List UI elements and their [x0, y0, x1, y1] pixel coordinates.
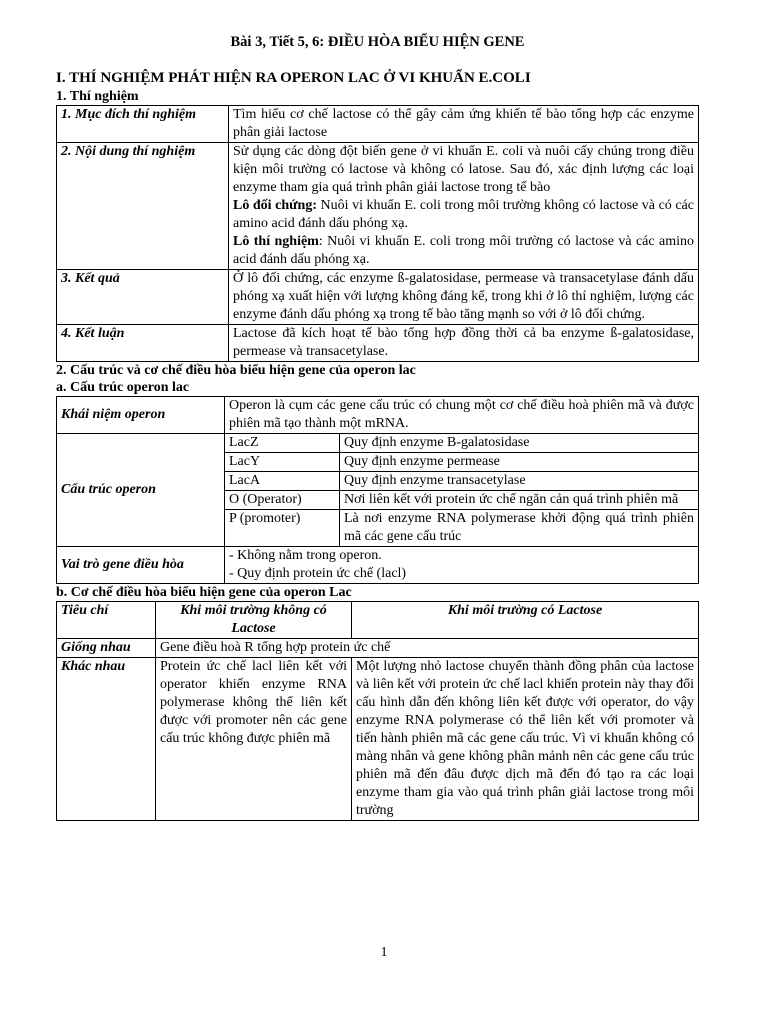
- row-text: Tìm hiểu cơ chế lactose có thể gây cảm ứng khiến tế bào tổng hợp các enzyme phân giải lactose: [229, 106, 699, 143]
- structure-part: LacY: [225, 453, 340, 472]
- table-row: [57, 270, 699, 325]
- same-text: Gene điều hoà R tổng hợp protein ức chế: [156, 639, 699, 658]
- experiment-group-text: [233, 233, 694, 269]
- page-title: Bài 3, Tiết 5, 6: ĐIỀU HÒA BIỂU HIỆN GENE: [230, 34, 525, 50]
- experiment-group-label: Lô thí nghiệm: [233, 234, 319, 249]
- row-label: 3. Kết quả: [57, 270, 229, 325]
- table-row: [57, 325, 699, 362]
- table-row: [57, 547, 699, 584]
- column-header: Tiêu chí: [57, 602, 156, 639]
- diff-with-lactose: Một lượng nhỏ lactose chuyển thành đồng phân của lactose và liên kết với protein ức chế lacl khiến protein này thay đổi cấu hình dẫn đến không liên kết được với operator, do vậy enzyme RNA polymerase có thể liên kết với promoter và tiến hành phiên mã các gene cấu trúc. Vì vi khuẩn không có màng nhân và gene không phân mảnh nên các gene cấu trúc phiên mã đến đâu được dịch mã đến đó tạo ra các loại enzyme tham gia vào quá trình phân giải lactose trong môi trường: [352, 658, 699, 821]
- experiment-table: [56, 105, 699, 362]
- row-text: Lactose đã kích hoạt tế bào tổng hợp đồng thời cả ba enzyme ß-galatosidase, permease và transacetylase.: [229, 325, 699, 362]
- diff-without-lactose: Protein ức chế lacl liên kết với operator khiến enzyme RNA polymerase không thể liên kết được với promoter nên các gene cấu trúc không được phiên mã: [156, 658, 352, 821]
- concept-text: Operon là cụm các gene cấu trúc có chung một cơ chế điều hoà phiên mã và được phiên mã tạo thành một mRNA.: [225, 397, 699, 434]
- row-text-block: [229, 143, 699, 270]
- role-label: Vai trò gene điều hòa: [57, 547, 225, 584]
- column-header: Khi môi trường có Lactose: [352, 602, 699, 639]
- role-text: [225, 547, 699, 584]
- structure-desc: Quy định enzyme permease: [340, 453, 699, 472]
- structure-part: LacA: [225, 472, 340, 491]
- control-group-text: [233, 197, 694, 233]
- table-row: [57, 106, 699, 143]
- row-label: 2. Nội dung thí nghiệm: [57, 143, 229, 270]
- column-header: Khi môi trường không có Lactose: [156, 602, 352, 639]
- concept-label: Khái niệm operon: [57, 397, 225, 434]
- structure-label: Cấu trúc operon: [57, 434, 225, 547]
- table-header-row: [57, 602, 699, 639]
- structure-desc: Là nơi enzyme RNA polymerase khởi động quá trình phiên mã các gene cấu trúc: [340, 510, 699, 547]
- control-group-label: Lô đối chứng:: [233, 198, 317, 213]
- row-text: Ở lô đối chứng, các enzyme ß-galatosidase, permease và transacetylase đánh dấu phóng xạ xuất hiện với lượng không đáng kể, trong khi ở lô thí nghiệm, lượng các enzyme đánh dấu phóng xạ trong tế bào tăng mạnh so với ở lô đối chứng.: [229, 270, 699, 325]
- row-label: Giống nhau: [57, 639, 156, 658]
- document-page: [56, 33, 699, 821]
- control-group-desc: Nuôi vi khuẩn E. coli trong môi trường không có lactose và có các amino acid đánh dấu phóng xạ.: [233, 198, 694, 231]
- row-text: Sử dụng các dòng đột biến gene ở vi khuẩn E. coli và nuôi cấy chúng trong điều kiện môi trường có lactose và không có latose. Sau đó, xác định lượng các loại enzyme tham gia quá trình phân giải lactose trong tế bào: [233, 144, 694, 195]
- row-label: 1. Mục đích thí nghiệm: [57, 106, 229, 143]
- structure-part: LacZ: [225, 434, 340, 453]
- subsection-heading: 2. Cấu trúc và cơ chế điều hòa biểu hiện gene của operon lac: [56, 363, 416, 378]
- subsection-heading: 1. Thí nghiệm: [56, 89, 139, 104]
- structure-desc: Quy định enzyme B-galatosidase: [340, 434, 699, 453]
- experiment-group-desc: : Nuôi vi khuẩn E. coli trong môi trường có lactose và các amino acid đánh dấu phóng xạ.: [233, 234, 695, 267]
- table-row: [57, 397, 699, 434]
- structure-part: P (promoter): [225, 510, 340, 547]
- operon-structure-table: [56, 396, 699, 584]
- structure-part: O (Operator): [225, 491, 340, 510]
- row-label: 4. Kết luận: [57, 325, 229, 362]
- table-row: [57, 143, 699, 270]
- table-row: [57, 639, 699, 658]
- role-line: - Quy định protein ức chế (lacl): [229, 566, 407, 581]
- row-label: Khác nhau: [57, 658, 156, 821]
- table-row: [57, 434, 699, 453]
- role-line: - Không nằm trong operon.: [229, 548, 382, 563]
- table-row: [57, 658, 699, 821]
- structure-desc: Nơi liên kết với protein ức chế ngăn cản quá trình phiên mã: [340, 491, 699, 510]
- subsection-heading: a. Cấu trúc operon lac: [56, 380, 190, 395]
- mechanism-table: [56, 601, 699, 821]
- section-heading: I. THÍ NGHIỆM PHÁT HIỆN RA OPERON LAC Ở VI KHUẨN E.COLI: [56, 70, 531, 86]
- structure-desc: Quy định enzyme transacetylase: [340, 472, 699, 491]
- page-number: 1: [380, 945, 388, 960]
- subsection-heading: b. Cơ chế điều hòa biểu hiện gene của operon Lac: [56, 585, 352, 600]
